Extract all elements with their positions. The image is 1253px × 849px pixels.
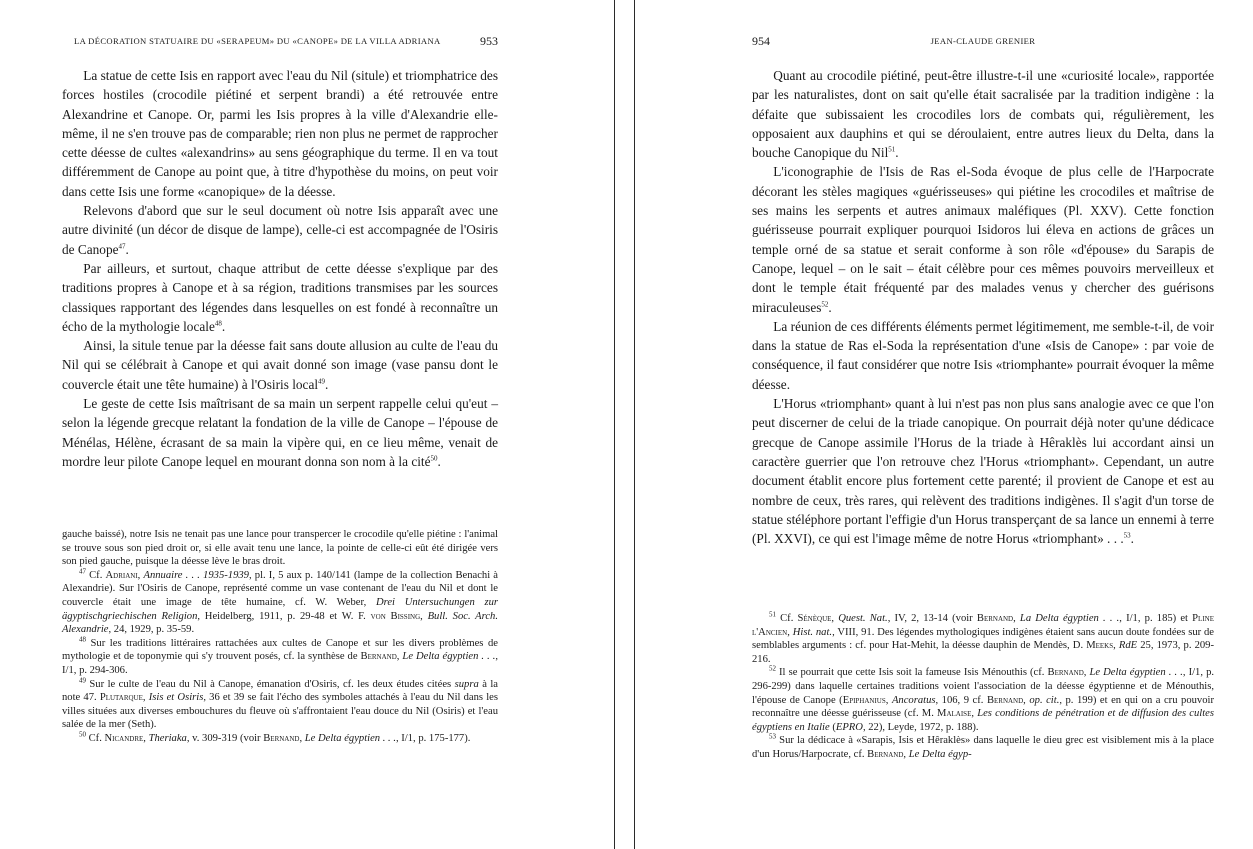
running-title: JEAN-CLAUDE GRENIER bbox=[930, 36, 1036, 46]
page-number: 953 bbox=[480, 34, 498, 48]
running-title: LA DÉCORATION STATUAIRE DU «SERAPEUM» DU «CANOPE» DE LA VILLA ADRIANA bbox=[74, 36, 441, 46]
right-page bbox=[752, 0, 1214, 849]
paragraph: Quant au crocodile piétiné, peut-être illustre-t-il une «curiosité locale», rapportée par les naturalistes, dont on sait qu'elle était sacralisée par la tradition indigène : la défaite que subissaient les crocodiles lors de combats qui, régulièrement, les opposaient aux dauphins et qui se déroulaient, entre autres lieux du Delta, dans la bouche Canopique du Nil$^{51}$. bbox=[752, 68, 1214, 161]
note-ref: 50 bbox=[430, 454, 438, 463]
footnote-48: $^{48}$ Sur les traditions littéraires rattachées aux cultes de Canope et sur les divers problèmes de mythologie et de toponymie qui s'y trouvent posés, cf. la synthèse de Bernand, Le Delta égyptien . . ., I/1, p. 294-306. bbox=[62, 635, 499, 676]
gutter-line bbox=[634, 0, 635, 849]
footnote-51: $^{51}$ Cf. Sénèque, Quest. Nat., IV, 2, 13-14 (voir Bernand, La Delta égyptien . . ., I/1, p. 185) et Pline l'Ancien, Hist. nat., VIII, 91. Des légendes mythologiques indigènes étaient sans aucun doute fondées sur de semblables arguments : cf. pour Hat-Mehit, la déesse dauphin de Mendès, D. Meeks, RdE 25, 1973, p. 209-216. bbox=[752, 610, 1215, 665]
paragraph: L'iconographie de l'Isis de Ras el-Soda évoque de plus celle de l'Harpocrate décorant les stèles magiques «guérisseuses» qui piétine les crocodiles et maîtrise de ses mains les serpents et autres animaux maléfiques (Pl. XXV). Cette fonction guérisseuse pourrait expliquer pourquoi Isidoros lui éleva en actions de grâces un temple orné de sa statue et serait conforme à son rôle «d'épouse» du Sarapis de Canope, lequel – on le sait – était célèbre pour ces mêmes pouvoirs merveilleux et dont le temple était fréquenté par des malades venus y chercher des guérisons miraculeuses$^{52}$. bbox=[752, 164, 1214, 315]
footnote-49: $^{49}$ Sur le culte de l'eau du Nil à Canope, émanation d'Osiris, cf. les deux études citées supra à la note 47. Plutarque, Isis et Osiris, 36 et 39 se fait l'écho des symboles attachés à l'eau du Nil dans les villes situées aux diverses embouchures du fleuve où s'affrontaient l'eau douce du Nil (Osiris) et l'eau salée de la mer (Seth). bbox=[62, 676, 498, 731]
note-ref: 47 bbox=[118, 242, 126, 251]
left-page bbox=[62, 0, 498, 849]
paragraph: Par ailleurs, et surtout, chaque attribut de cette déesse s'explique par des traditions propres à Canope et à sa région, traditions transmises par les sources classiques rapportant des légendes dans lesquelles on est fondé à reconnaître un écho de la mythologie locale$^{48}$. bbox=[62, 260, 498, 334]
paragraph: La réunion de ces différents éléments permet légitimement, me semble-t-il, de voir dans la statue de Ras el-Soda la représentation d'une «Isis de Canope» : par voie de conséquence, il faut considérer que notre Isis «triomphante» pourrait évoquer la même déesse. bbox=[752, 318, 1214, 392]
note-ref: 53 bbox=[1123, 531, 1131, 540]
footnote-50: $^{50}$ Cf. Nicandre, Theriaka, v. 309-319 (voir Bernand, Le Delta égyptien . . ., I/1, p. 175-177). bbox=[78, 730, 471, 744]
body-text bbox=[62, 66, 498, 471]
note-ref: 49 bbox=[318, 377, 326, 386]
page-number: 954 bbox=[752, 34, 770, 48]
note-ref: 51 bbox=[888, 145, 896, 154]
body-text bbox=[752, 66, 1214, 548]
gutter-line bbox=[614, 0, 615, 849]
paragraph: Relevons d'abord que sur le seul document où notre Isis apparaît avec une autre divinité (un décor de disque de lampe), celle-ci est accompagnée de l'Osiris de Canope$^{47}$. bbox=[62, 203, 498, 257]
paragraph: L'Horus «triomphant» quant à lui n'est pas non plus sans analogie avec ce que l'on peut discerner de celui de la triade canopique. On pourrait déjà noter qu'une dédicace grecque de Canope assimile l'Horus de la triade à Hêraklès lui accordant ainsi un caractère guerrier que l'on retrouve chez l'Horus «triomphant». Cependant, un autre document établit encore plus fortement cette parenté; il provient de Canope et est au nombre de ceux, très rares, qui relèvent des traditions indigènes. Il s'agit d'un torse de statue stéléphore portant l'effigie d'un Horus transperçant de sa lance un ennemi à terre (Pl. XXVI), ce qui est l'image même de notre Horus «triomphant» . . .$^{53}$. bbox=[752, 396, 1214, 547]
footnotes bbox=[752, 612, 1214, 762]
note-ref: 48 bbox=[214, 319, 222, 328]
running-head bbox=[62, 34, 498, 50]
footnote-continuation: gauche baissé), notre Isis ne tenait pas une lance pour transpercer le crocodile qu'elle piétine : l'animal se trouve sous son pied droit or, si elle avait tenu une lance, la pointe de celle-ci eût été dirigée vers son pied gauche, puisque la déesse lève le bras droit. bbox=[62, 529, 498, 568]
footnote-47: $^{47}$ Cf. Adriani, Annuaire . . . 1935-1939, pl. I, 5 aux p. 140/141 (lampe de la collection Benachi à Alexandrie). Sur l'Osiris de Canope, représenté comme un vase contenant de l'eau du Nil et dont le couvercle était une image de tête humaine, cf. W. Weber, Drei Untersuchungen zur ägyptischgriechischen Religion, Heidelberg, 1911, p. 29-48 et W. F. von Bissing, Bull. Soc. Arch. Alexandrie, 24, 1929, p. 35-59. bbox=[62, 567, 499, 636]
footnotes bbox=[62, 528, 498, 746]
note-ref: 52 bbox=[821, 300, 829, 309]
paragraph: La statue de cette Isis en rapport avec l'eau du Nil (situle) et triomphatrice des forces hostiles (crocodile piétiné et serpent brandi) a été retrouvée entre Alexandrine et Canope. Or, parmi les Isis propres à la ville d'Alexandrie elle-même, il ne s'en trouve pas de comparable; rien non plus ne permet de rapprocher cette déesse de cultes «alexandrins» au sens géographique du terme. Il en va tout différemment de Canope au point que, à titre d'hypothèse du moins, on peut voir dans cette Isis une forme «canopique» de la déesse. bbox=[62, 68, 498, 199]
paragraph: Ainsi, la situle tenue par la déesse fait sans doute allusion au culte de l'eau du Nil qui se célébrait à Canope et qui avait donné son image (vase pansu dont le couvercle était une tête humaine) à l'Osiris local$^{49}$. bbox=[62, 338, 498, 392]
paragraph: Le geste de cette Isis maîtrisant de sa main un serpent rappelle celui qu'eut – selon la légende grecque relatant la fondation de la ville de Canope – l'épouse de Ménélas, Hélène, écrasant de sa main la vipère qui, en ce lieu même, venait de mordre leur pilote Canope lequel en mourant donna son nom à la cité$^{50}$. bbox=[62, 396, 498, 469]
running-head bbox=[752, 34, 1214, 50]
footnote-53: $^{53}$ Sur la dédicace à «Sarapis, Isis et Hêraklès» dans laquelle le dieu grec est visiblement mis à la place d'un Horus/Harpocrate, cf. Bernand, Le Delta égyp- bbox=[752, 732, 1214, 760]
footnote-52: $^{52}$ Il se pourrait que cette Isis soit la fameuse Isis Ménouthis (cf. Bernand, Le Delta égyptien . . ., I/1, p. 296-299) dans laquelle certaines traditions voient l'association de la déesse égyptienne et de Ménouthis, l'épouse de Canope (Epiphanius, Ancoratus, 106, 9 cf. Bernand, op. cit., p. 199) et en qui on a cru pouvoir reconnaître une déesse guérisseuse (cf. M. Malaise, Les conditions de pénétration et de diffusion des cultes égyptiens en Italie (EPRO, 22), Leyde, 1972, p. 188). bbox=[752, 664, 1215, 733]
